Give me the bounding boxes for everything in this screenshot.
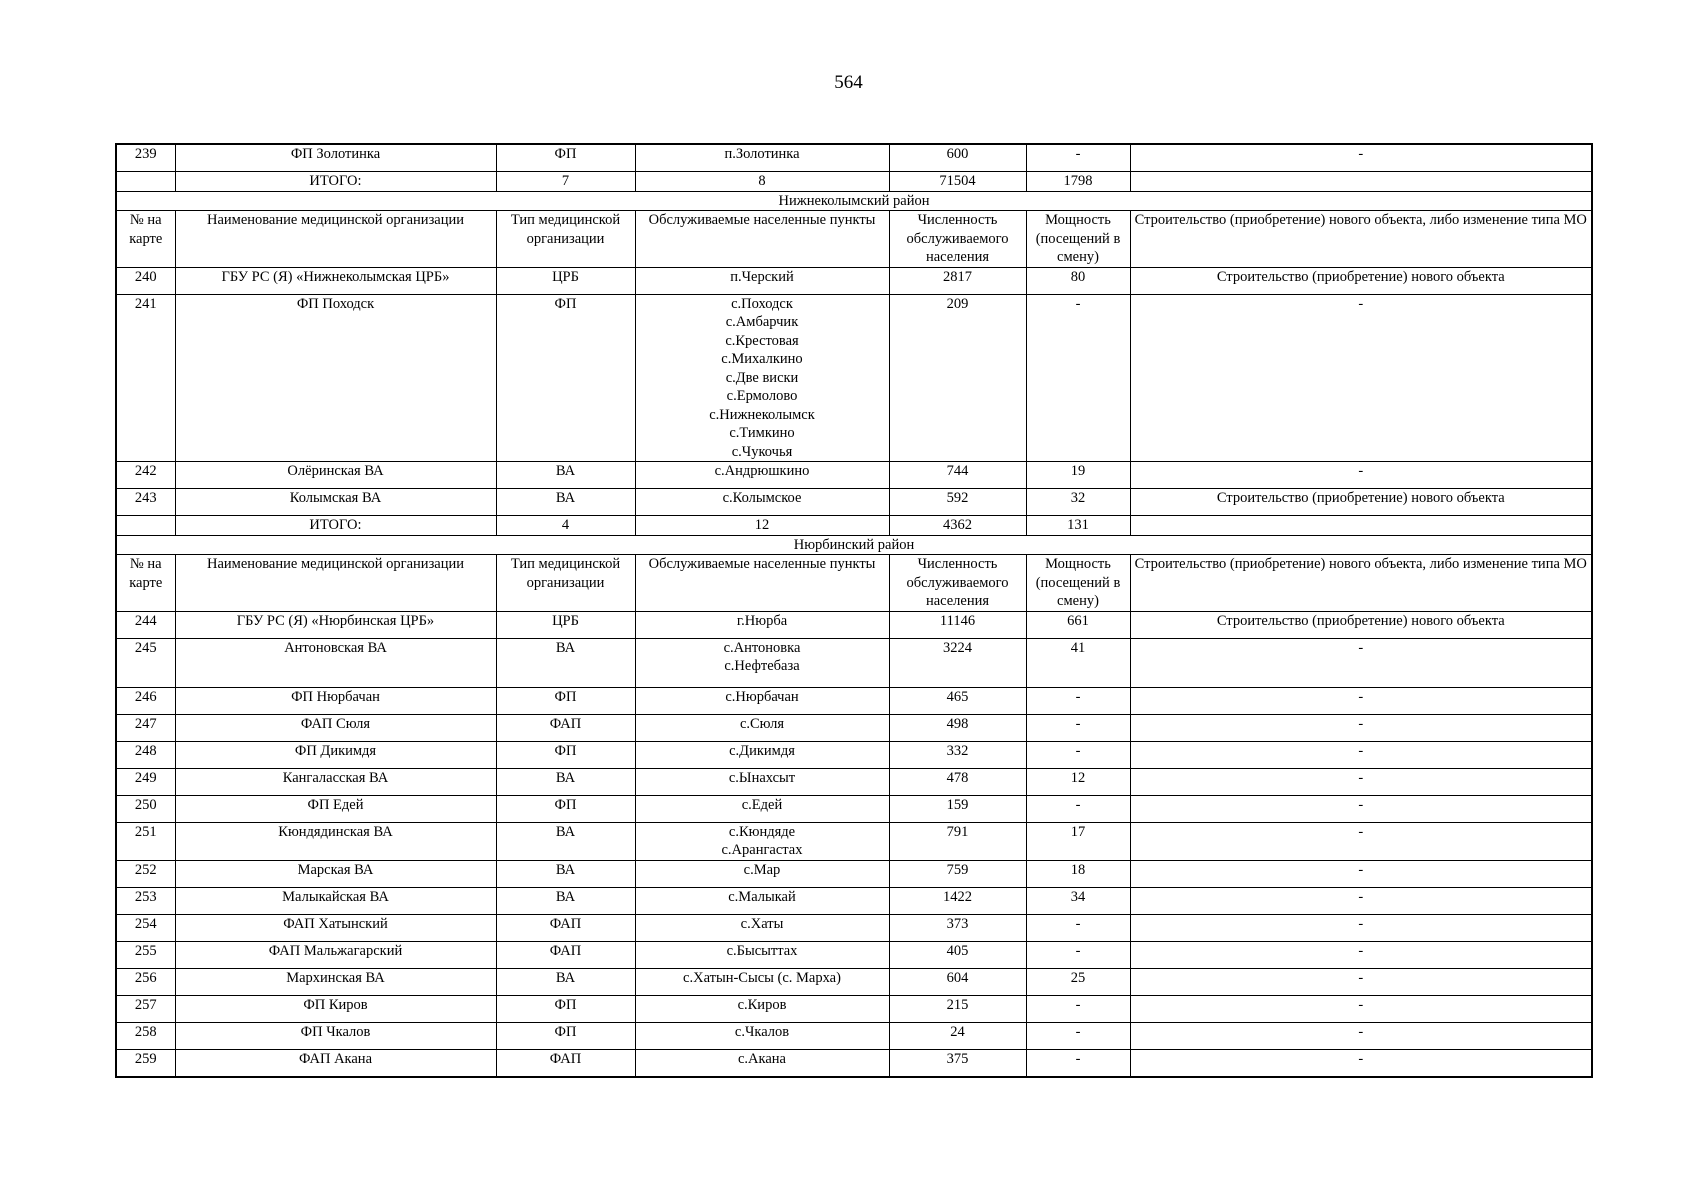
organization-name-cell: Антоновская ВА: [175, 638, 496, 687]
organization-type-cell: ФП: [496, 687, 635, 714]
total-population: 4362: [889, 516, 1026, 536]
served-points-cell: [635, 294, 889, 462]
map-number-cell: 253: [116, 887, 175, 914]
served-points-cell: [635, 741, 889, 768]
table-row: [116, 267, 1592, 294]
capacity-cell: -: [1026, 144, 1130, 172]
organization-name-cell: ФП Едей: [175, 795, 496, 822]
served-point: с.Хаты: [740, 915, 784, 932]
map-number-cell: 250: [116, 795, 175, 822]
served-points-cell: [635, 860, 889, 887]
served-points-cell: [635, 995, 889, 1022]
construction-cell: -: [1130, 294, 1592, 462]
organization-name-cell: Малыкайская ВА: [175, 887, 496, 914]
capacity-cell: 18: [1026, 860, 1130, 887]
served-point: с.Бысыттах: [726, 942, 798, 959]
served-point: п.Золотинка: [724, 146, 800, 162]
table-row: [116, 294, 1592, 462]
construction-cell: Строительство (приобретение) нового объекта: [1130, 611, 1592, 638]
capacity-cell: 25: [1026, 968, 1130, 995]
table-row: [116, 768, 1592, 795]
medical-organizations-table: [115, 143, 1593, 1078]
map-number-cell: 259: [116, 1049, 175, 1077]
served-point: с.Ермолово: [726, 388, 798, 404]
header-capacity: Мощность (посещений в смену): [1026, 555, 1130, 612]
capacity-cell: 661: [1026, 611, 1130, 638]
construction-cell: -: [1130, 687, 1592, 714]
map-number-cell: 249: [116, 768, 175, 795]
capacity-cell: -: [1026, 1049, 1130, 1077]
construction-cell: -: [1130, 795, 1592, 822]
table-row: [116, 1049, 1592, 1077]
served-point: с.Тимкино: [729, 425, 795, 441]
capacity-cell: -: [1026, 795, 1130, 822]
total-label: ИТОГО:: [175, 516, 496, 536]
map-number-cell: 241: [116, 294, 175, 462]
served-point: с.Едей: [741, 796, 783, 813]
table-row: [116, 795, 1592, 822]
organization-name-cell: Колымская ВА: [175, 489, 496, 516]
table-row: [116, 887, 1592, 914]
served-points-cell: [635, 822, 889, 860]
construction-cell: -: [1130, 1022, 1592, 1049]
construction-cell: Строительство (приобретение) нового объекта: [1130, 267, 1592, 294]
capacity-cell: 17: [1026, 822, 1130, 860]
table-row: [116, 611, 1592, 638]
district-row: [116, 535, 1592, 555]
map-number-cell: 251: [116, 822, 175, 860]
population-cell: 498: [889, 714, 1026, 741]
header-map-number: № на карте: [116, 555, 175, 612]
map-number-cell: 256: [116, 968, 175, 995]
served-points-cell: [635, 714, 889, 741]
population-cell: 11146: [889, 611, 1026, 638]
served-point: с.Две виски: [725, 369, 799, 386]
served-point: с.Нюрбачан: [725, 688, 799, 705]
organization-name-cell: Олёринская ВА: [175, 462, 496, 489]
total-points-count: 8: [635, 172, 889, 192]
construction-cell: -: [1130, 941, 1592, 968]
organization-type-cell: ФАП: [496, 714, 635, 741]
served-point: с.Мар: [743, 861, 781, 878]
population-cell: 3224: [889, 638, 1026, 687]
capacity-cell: -: [1026, 687, 1130, 714]
population-cell: 24: [889, 1022, 1026, 1049]
served-points-cell: [635, 267, 889, 294]
organization-type-cell: ВА: [496, 489, 635, 516]
table-row: [116, 144, 1592, 172]
organization-name-cell: ФАП Сюля: [175, 714, 496, 741]
header-organization-type: Тип медицинской организации: [496, 211, 635, 268]
served-points-cell: [635, 968, 889, 995]
population-cell: 159: [889, 795, 1026, 822]
organization-type-cell: ФП: [496, 995, 635, 1022]
served-point: с.Кюндяде: [728, 823, 796, 840]
total-row: [116, 516, 1592, 536]
organization-name-cell: ФП Чкалов: [175, 1022, 496, 1049]
organization-type-cell: ВА: [496, 462, 635, 489]
organization-name-cell: ФАП Хатынский: [175, 914, 496, 941]
population-cell: 465: [889, 687, 1026, 714]
served-point: с.Киров: [737, 996, 787, 1013]
construction-cell: -: [1130, 741, 1592, 768]
population-cell: 604: [889, 968, 1026, 995]
served-points-cell: [635, 887, 889, 914]
population-cell: 478: [889, 768, 1026, 795]
served-point: с.Крестовая: [725, 332, 799, 349]
capacity-cell: -: [1026, 914, 1130, 941]
header-served-points: Обслуживаемые населенные пункты: [635, 555, 889, 612]
organization-name-cell: ГБУ РС (Я) «Нижнеколымская ЦРБ»: [175, 267, 496, 294]
served-point: с.Антоновка: [723, 639, 801, 656]
construction-cell: -: [1130, 1049, 1592, 1077]
served-point: с.Андрюшкино: [714, 463, 810, 479]
map-number-cell: 239: [116, 144, 175, 172]
organization-type-cell: ФП: [496, 1022, 635, 1049]
table-row: [116, 860, 1592, 887]
organization-name-cell: ФП Дикимдя: [175, 741, 496, 768]
organization-type-cell: ВА: [496, 768, 635, 795]
population-cell: 209: [889, 294, 1026, 462]
total-empty-cell: [1130, 172, 1592, 192]
population-cell: 2817: [889, 267, 1026, 294]
table-row: [116, 741, 1592, 768]
table-row: [116, 995, 1592, 1022]
table-row: [116, 822, 1592, 860]
capacity-cell: 19: [1026, 462, 1130, 489]
served-points-cell: [635, 611, 889, 638]
population-cell: 375: [889, 1049, 1026, 1077]
column-header-row: [116, 555, 1592, 612]
served-point: с.Арангастах: [721, 842, 803, 858]
map-number-cell: 248: [116, 741, 175, 768]
served-point: с.Нефтебаза: [724, 658, 800, 674]
organization-name-cell: ФП Золотинка: [175, 144, 496, 172]
population-cell: 405: [889, 941, 1026, 968]
organization-type-cell: ВА: [496, 968, 635, 995]
total-type-count: 7: [496, 172, 635, 192]
total-capacity: 1798: [1026, 172, 1130, 192]
population-cell: 600: [889, 144, 1026, 172]
served-point: с.Походск: [731, 295, 793, 312]
capacity-cell: 34: [1026, 887, 1130, 914]
served-points-cell: [635, 489, 889, 516]
organization-type-cell: ВА: [496, 638, 635, 687]
organization-name-cell: ФП Походск: [175, 294, 496, 462]
organization-name-cell: Мархинская ВА: [175, 968, 496, 995]
total-population: 71504: [889, 172, 1026, 192]
construction-cell: -: [1130, 768, 1592, 795]
capacity-cell: 41: [1026, 638, 1130, 687]
map-number-cell: 242: [116, 462, 175, 489]
total-type-count: 4: [496, 516, 635, 536]
map-number-cell: 254: [116, 914, 175, 941]
table-row: [116, 914, 1592, 941]
organization-name-cell: Марская ВА: [175, 860, 496, 887]
organization-type-cell: ФП: [496, 294, 635, 462]
header-population: Численность обслуживаемого населения: [889, 555, 1026, 612]
map-number-cell: 247: [116, 714, 175, 741]
population-cell: 332: [889, 741, 1026, 768]
population-cell: 744: [889, 462, 1026, 489]
header-organization-name: Наименование медицинской организации: [175, 555, 496, 612]
table-row: [116, 489, 1592, 516]
capacity-cell: -: [1026, 741, 1130, 768]
map-number-cell: 243: [116, 489, 175, 516]
header-capacity: Мощность (посещений в смену): [1026, 211, 1130, 268]
header-construction: Строительство (приобретение) нового объекта, либо изменение типа МО: [1130, 211, 1592, 268]
organization-type-cell: ФП: [496, 795, 635, 822]
capacity-cell: 32: [1026, 489, 1130, 516]
map-number-cell: 257: [116, 995, 175, 1022]
district-name: Нюрбинский район: [116, 535, 1592, 555]
district-name: Нижнеколымский район: [116, 191, 1592, 211]
served-points-cell: [635, 687, 889, 714]
organization-type-cell: ВА: [496, 822, 635, 860]
construction-cell: -: [1130, 638, 1592, 687]
total-row: [116, 172, 1592, 192]
served-point: г.Нюрба: [736, 612, 788, 629]
organization-type-cell: ФАП: [496, 1049, 635, 1077]
served-points-cell: [635, 638, 889, 687]
table-row: [116, 462, 1592, 489]
served-point: с.Акана: [738, 1050, 786, 1067]
table-row: [116, 714, 1592, 741]
served-point: с.Колымское: [722, 490, 802, 506]
capacity-cell: 12: [1026, 768, 1130, 795]
total-empty-cell: [116, 516, 175, 536]
construction-cell: -: [1130, 860, 1592, 887]
construction-cell: -: [1130, 822, 1592, 860]
served-points-cell: [635, 941, 889, 968]
organization-type-cell: ФАП: [496, 941, 635, 968]
total-points-count: 12: [635, 516, 889, 536]
column-header-row: [116, 211, 1592, 268]
construction-cell: -: [1130, 995, 1592, 1022]
served-points-cell: [635, 1022, 889, 1049]
organization-name-cell: Кангаласская ВА: [175, 768, 496, 795]
population-cell: 592: [889, 489, 1026, 516]
map-number-cell: 255: [116, 941, 175, 968]
header-organization-type: Тип медицинской организации: [496, 555, 635, 612]
organization-type-cell: ФП: [496, 144, 635, 172]
page-number: 564: [834, 72, 863, 93]
served-points-cell: [635, 462, 889, 489]
table-row: [116, 1022, 1592, 1049]
population-cell: 1422: [889, 887, 1026, 914]
header-construction: Строительство (приобретение) нового объекта, либо изменение типа МО: [1130, 555, 1592, 612]
served-points-cell: [635, 914, 889, 941]
served-point: с.Нижнеколымск: [709, 406, 815, 423]
organization-type-cell: ВА: [496, 860, 635, 887]
organization-name-cell: ФП Киров: [175, 995, 496, 1022]
served-points-cell: [635, 1049, 889, 1077]
map-number-cell: 240: [116, 267, 175, 294]
map-number-cell: 246: [116, 687, 175, 714]
construction-cell: -: [1130, 714, 1592, 741]
served-points-cell: [635, 768, 889, 795]
table-row: [116, 968, 1592, 995]
capacity-cell: -: [1026, 941, 1130, 968]
organization-type-cell: ВА: [496, 887, 635, 914]
served-point: с.Ынахсыт: [728, 769, 796, 786]
served-point: с.Амбарчик: [725, 314, 799, 330]
organization-name-cell: ФАП Мальжагарский: [175, 941, 496, 968]
served-point: с.Малыкай: [728, 888, 796, 905]
total-label: ИТОГО:: [175, 172, 496, 192]
map-number-cell: 252: [116, 860, 175, 887]
organization-type-cell: ФАП: [496, 914, 635, 941]
construction-cell: Строительство (приобретение) нового объекта: [1130, 489, 1592, 516]
district-row: [116, 191, 1592, 211]
table-row: [116, 638, 1592, 687]
population-cell: 215: [889, 995, 1026, 1022]
total-capacity: 131: [1026, 516, 1130, 536]
served-point: с.Хатын-Сысы (с. Марха): [683, 969, 841, 986]
table-row: [116, 687, 1592, 714]
capacity-cell: -: [1026, 714, 1130, 741]
header-population: Численность обслуживаемого населения: [889, 211, 1026, 268]
construction-cell: -: [1130, 887, 1592, 914]
capacity-cell: -: [1026, 1022, 1130, 1049]
total-empty-cell: [116, 172, 175, 192]
served-point: с.Дикимдя: [729, 742, 795, 759]
served-points-cell: [635, 144, 889, 172]
total-empty-cell: [1130, 516, 1592, 536]
table-row: [116, 941, 1592, 968]
capacity-cell: -: [1026, 995, 1130, 1022]
population-cell: 373: [889, 914, 1026, 941]
capacity-cell: 80: [1026, 267, 1130, 294]
organization-name-cell: ФАП Акана: [175, 1049, 496, 1077]
organization-type-cell: ЦРБ: [496, 267, 635, 294]
organization-name-cell: ГБУ РС (Я) «Нюрбинская ЦРБ»: [175, 611, 496, 638]
map-number-cell: 245: [116, 638, 175, 687]
served-point: с.Чукочья: [731, 443, 793, 460]
map-number-cell: 244: [116, 611, 175, 638]
construction-cell: -: [1130, 968, 1592, 995]
served-point: с.Чкалов: [734, 1023, 790, 1040]
organization-type-cell: ЦРБ: [496, 611, 635, 638]
header-map-number: № на карте: [116, 211, 175, 268]
served-point: п.Черский: [730, 268, 794, 285]
construction-cell: -: [1130, 144, 1592, 172]
population-cell: 759: [889, 860, 1026, 887]
construction-cell: -: [1130, 914, 1592, 941]
served-point: с.Сюля: [739, 715, 785, 732]
served-points-cell: [635, 795, 889, 822]
construction-cell: -: [1130, 462, 1592, 489]
organization-type-cell: ФП: [496, 741, 635, 768]
organization-name-cell: ФП Нюрбачан: [175, 687, 496, 714]
header-organization-name: Наименование медицинской организации: [175, 211, 496, 268]
capacity-cell: -: [1026, 294, 1130, 462]
served-point: с.Михалкино: [721, 351, 803, 367]
population-cell: 791: [889, 822, 1026, 860]
organization-name-cell: Кюндядинская ВА: [175, 822, 496, 860]
map-number-cell: 258: [116, 1022, 175, 1049]
header-served-points: Обслуживаемые населенные пункты: [635, 211, 889, 268]
